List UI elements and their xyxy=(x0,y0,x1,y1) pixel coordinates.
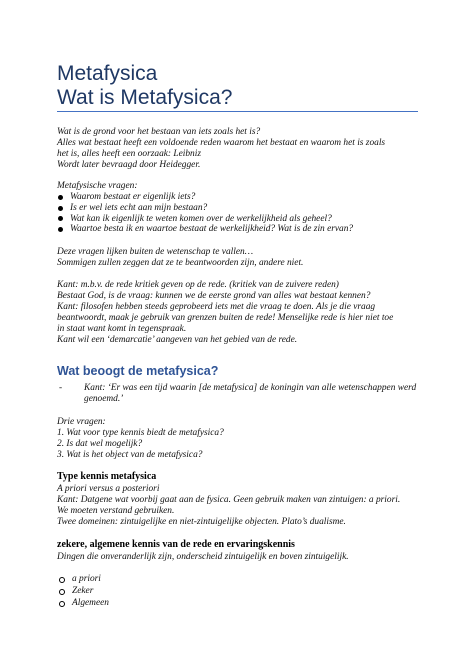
type-line: Twee domeinen: zintuigelijke en niet-zintuigelijke objecten. Plato’s dualisme. xyxy=(57,517,346,527)
list-item-text: a priori xyxy=(72,574,101,584)
numbered-item: 1. Wat voor type kennis biedt de metafysica? xyxy=(57,428,224,438)
subsection-heading: Type kennis metafysica xyxy=(57,471,157,482)
list-item-text: Algemeen xyxy=(72,598,109,609)
numbered-item: 2. Is dat wel mogelijk? xyxy=(57,439,143,449)
kant-line: Kant: filosofen hebben steeds geprobeerd iets met die vraag te doen. Als je die vraag xyxy=(57,302,376,312)
list-item xyxy=(57,214,422,225)
bullet-icon xyxy=(58,216,63,221)
intro-line: Wat is de grond voor het bestaan van iets zoals het is? xyxy=(57,127,261,137)
kant-line: Kant wil een ‘demarcatie’ aangeven van het gebied van de rede. xyxy=(57,335,298,345)
list-item xyxy=(57,585,257,597)
list-item-text: Wat kan ik eigenlijk te weten komen over de werkelijkheid als geheel? xyxy=(70,213,332,224)
intro-line: het is, alles heeft een oorzaak: Leibniz xyxy=(57,149,201,159)
document-title: Metafysica xyxy=(57,62,158,85)
kant-line: beantwoordt, maak je gebruik van grenzen buiten de rede! Menselijke rede is hier niet toe xyxy=(57,313,394,323)
three-questions-intro: Drie vragen: xyxy=(57,417,106,427)
list-item xyxy=(57,224,422,235)
questions-list xyxy=(57,192,422,235)
type-line: Kant: Datgene wat voorbij gaat aan de fysica. Geen gebruik maken van zintuigen: a priori. xyxy=(57,495,401,505)
circle-bullet-icon xyxy=(59,577,65,583)
kant-line: Kant: m.b.v. de rede kritiek geven op de rede. (kritiek van de zuivere reden) xyxy=(57,280,339,290)
numbered-item: 3. Wat is het object van de metafysica? xyxy=(57,450,203,460)
bullet-icon xyxy=(58,206,63,211)
list-item-text: Waartoe besta ik en waartoe bestaat de werkelijkheid? Wat is de zin ervan? xyxy=(70,224,354,235)
list-item-text: Is er wel iets echt aan mijn bestaan? xyxy=(70,202,208,213)
kant-line: Bestaat God, is de vraag: kunnen we de eerste grond van alles wat bestaat kennen? xyxy=(57,291,371,301)
title-divider xyxy=(57,111,418,112)
document-subtitle: Wat is Metafysica? xyxy=(57,86,233,109)
science-line: Deze vragen lijken buiten de wetenschap te vallen… xyxy=(57,247,254,257)
type-line: A priori versus a posteriori xyxy=(57,484,160,494)
list-item xyxy=(57,597,257,609)
quote-line: genoemd.’ xyxy=(84,394,124,404)
list-item xyxy=(57,203,422,214)
subsection-heading: zekere, algemene kennis van de rede en ervaringskennis xyxy=(57,539,295,550)
section-heading: Wat beoogt de metafysica? xyxy=(57,364,219,378)
property-list xyxy=(57,573,257,610)
bullet-icon xyxy=(58,195,63,200)
dash-bullet: - xyxy=(59,383,63,393)
intro-line: Alles wat bestaat heeft een voldoende reden waarom het bestaat en waarom het is zoals xyxy=(57,138,386,148)
list-item xyxy=(57,573,257,585)
type-line: We moeten verstand gebruiken. xyxy=(57,506,175,516)
questions-intro: Metafysische vragen: xyxy=(57,181,138,191)
circle-bullet-icon xyxy=(59,589,65,595)
circle-bullet-icon xyxy=(59,601,65,607)
bullet-icon xyxy=(58,227,63,232)
quote-line: Kant: ‘Er was een tijd waarin [de metafysica] de koningin van alle wetenschappen werd xyxy=(84,383,417,393)
kant-line: in staat want komt in tegenspraak. xyxy=(57,324,187,334)
list-item-text: Zeker xyxy=(72,586,94,597)
science-line: Sommigen zullen zeggen dat ze te beantwoorden zijn, andere niet. xyxy=(57,258,304,268)
subsection-line: Dingen die onveranderlijk zijn, onderscheid zintuigelijk en boven zintuigelijk. xyxy=(57,552,349,562)
list-item xyxy=(57,192,422,203)
list-item-text: Waarom bestaat er eigenlijk iets? xyxy=(70,192,196,202)
intro-line: Wordt later bevraagd door Heidegger. xyxy=(57,160,201,170)
